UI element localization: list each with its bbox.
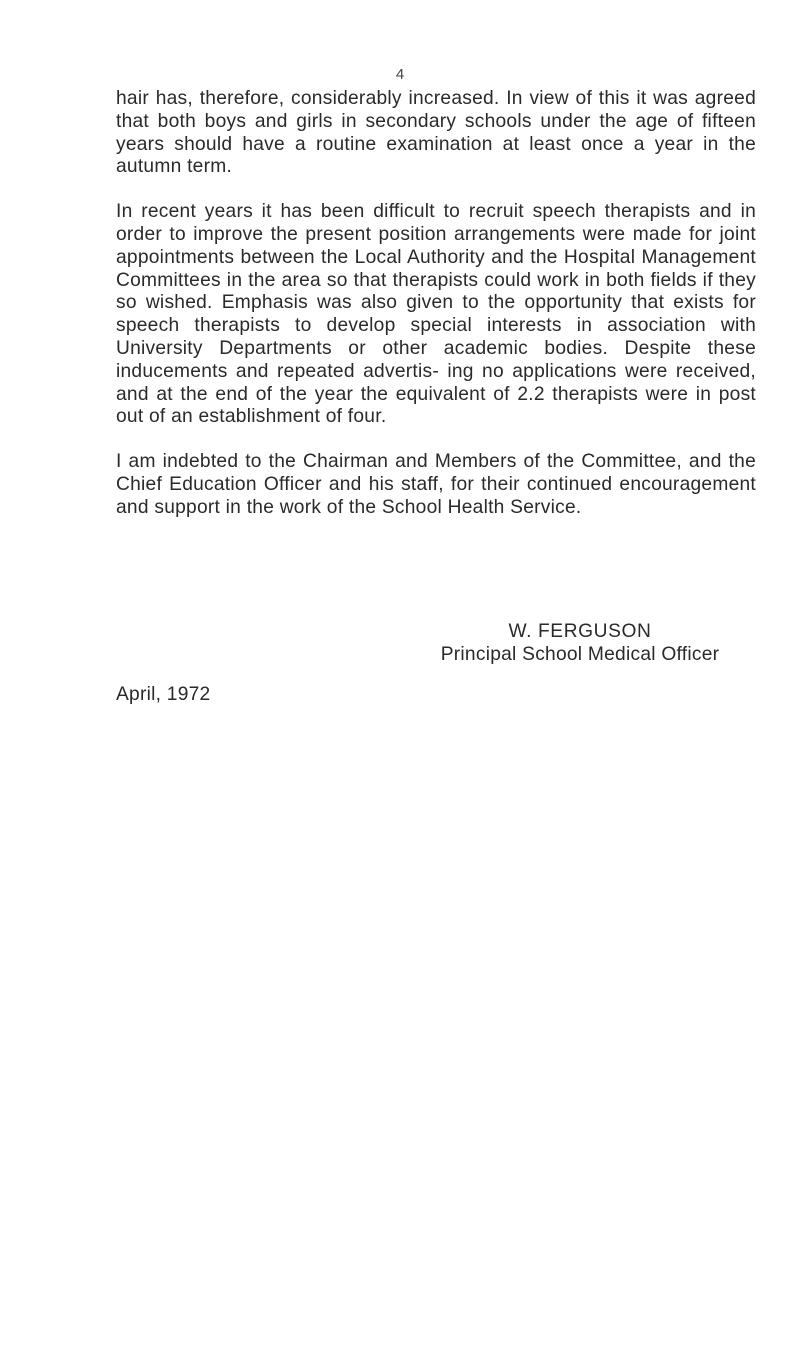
paragraph-acknowledgement: I am indebted to the Chairman and Members of the Committee, and the Chief Education Officer and his staff, for their continued encouragement and support in the work of the School Health Service. <box>116 451 756 518</box>
signature-block <box>420 620 740 666</box>
page-number: 4 <box>395 66 405 83</box>
body-text <box>116 88 756 542</box>
paragraph-speech-therapists: In recent years it has been difficult to recruit speech therapists and in order to improve the present position arrangements were made for joint appointments between the Local Authority and the Hospital Management Committees in the area so that therapists could work in both fields if they so wished. Emphasis was also given to the opportunity that exists for speech therapists to develop special interests in association with University Departments or other academic bodies. Despite these inducements and repeated advertis- ing no applications were received, and at the end of the year the equivalent of 2.2 therapists were in post out of an establishment of four. <box>116 201 756 428</box>
document-date: April, 1972 <box>116 684 211 705</box>
signatory-title: Principal School Medical Officer <box>440 644 720 665</box>
signatory-name: W. FERGUSON <box>508 621 652 642</box>
paragraph-head-lice: hair has, therefore, considerably increased. In view of this it was agreed that both boys and girls in secondary schools under the age of fifteen years should have a routine examination at least once a year in the autumn term. <box>116 88 756 178</box>
